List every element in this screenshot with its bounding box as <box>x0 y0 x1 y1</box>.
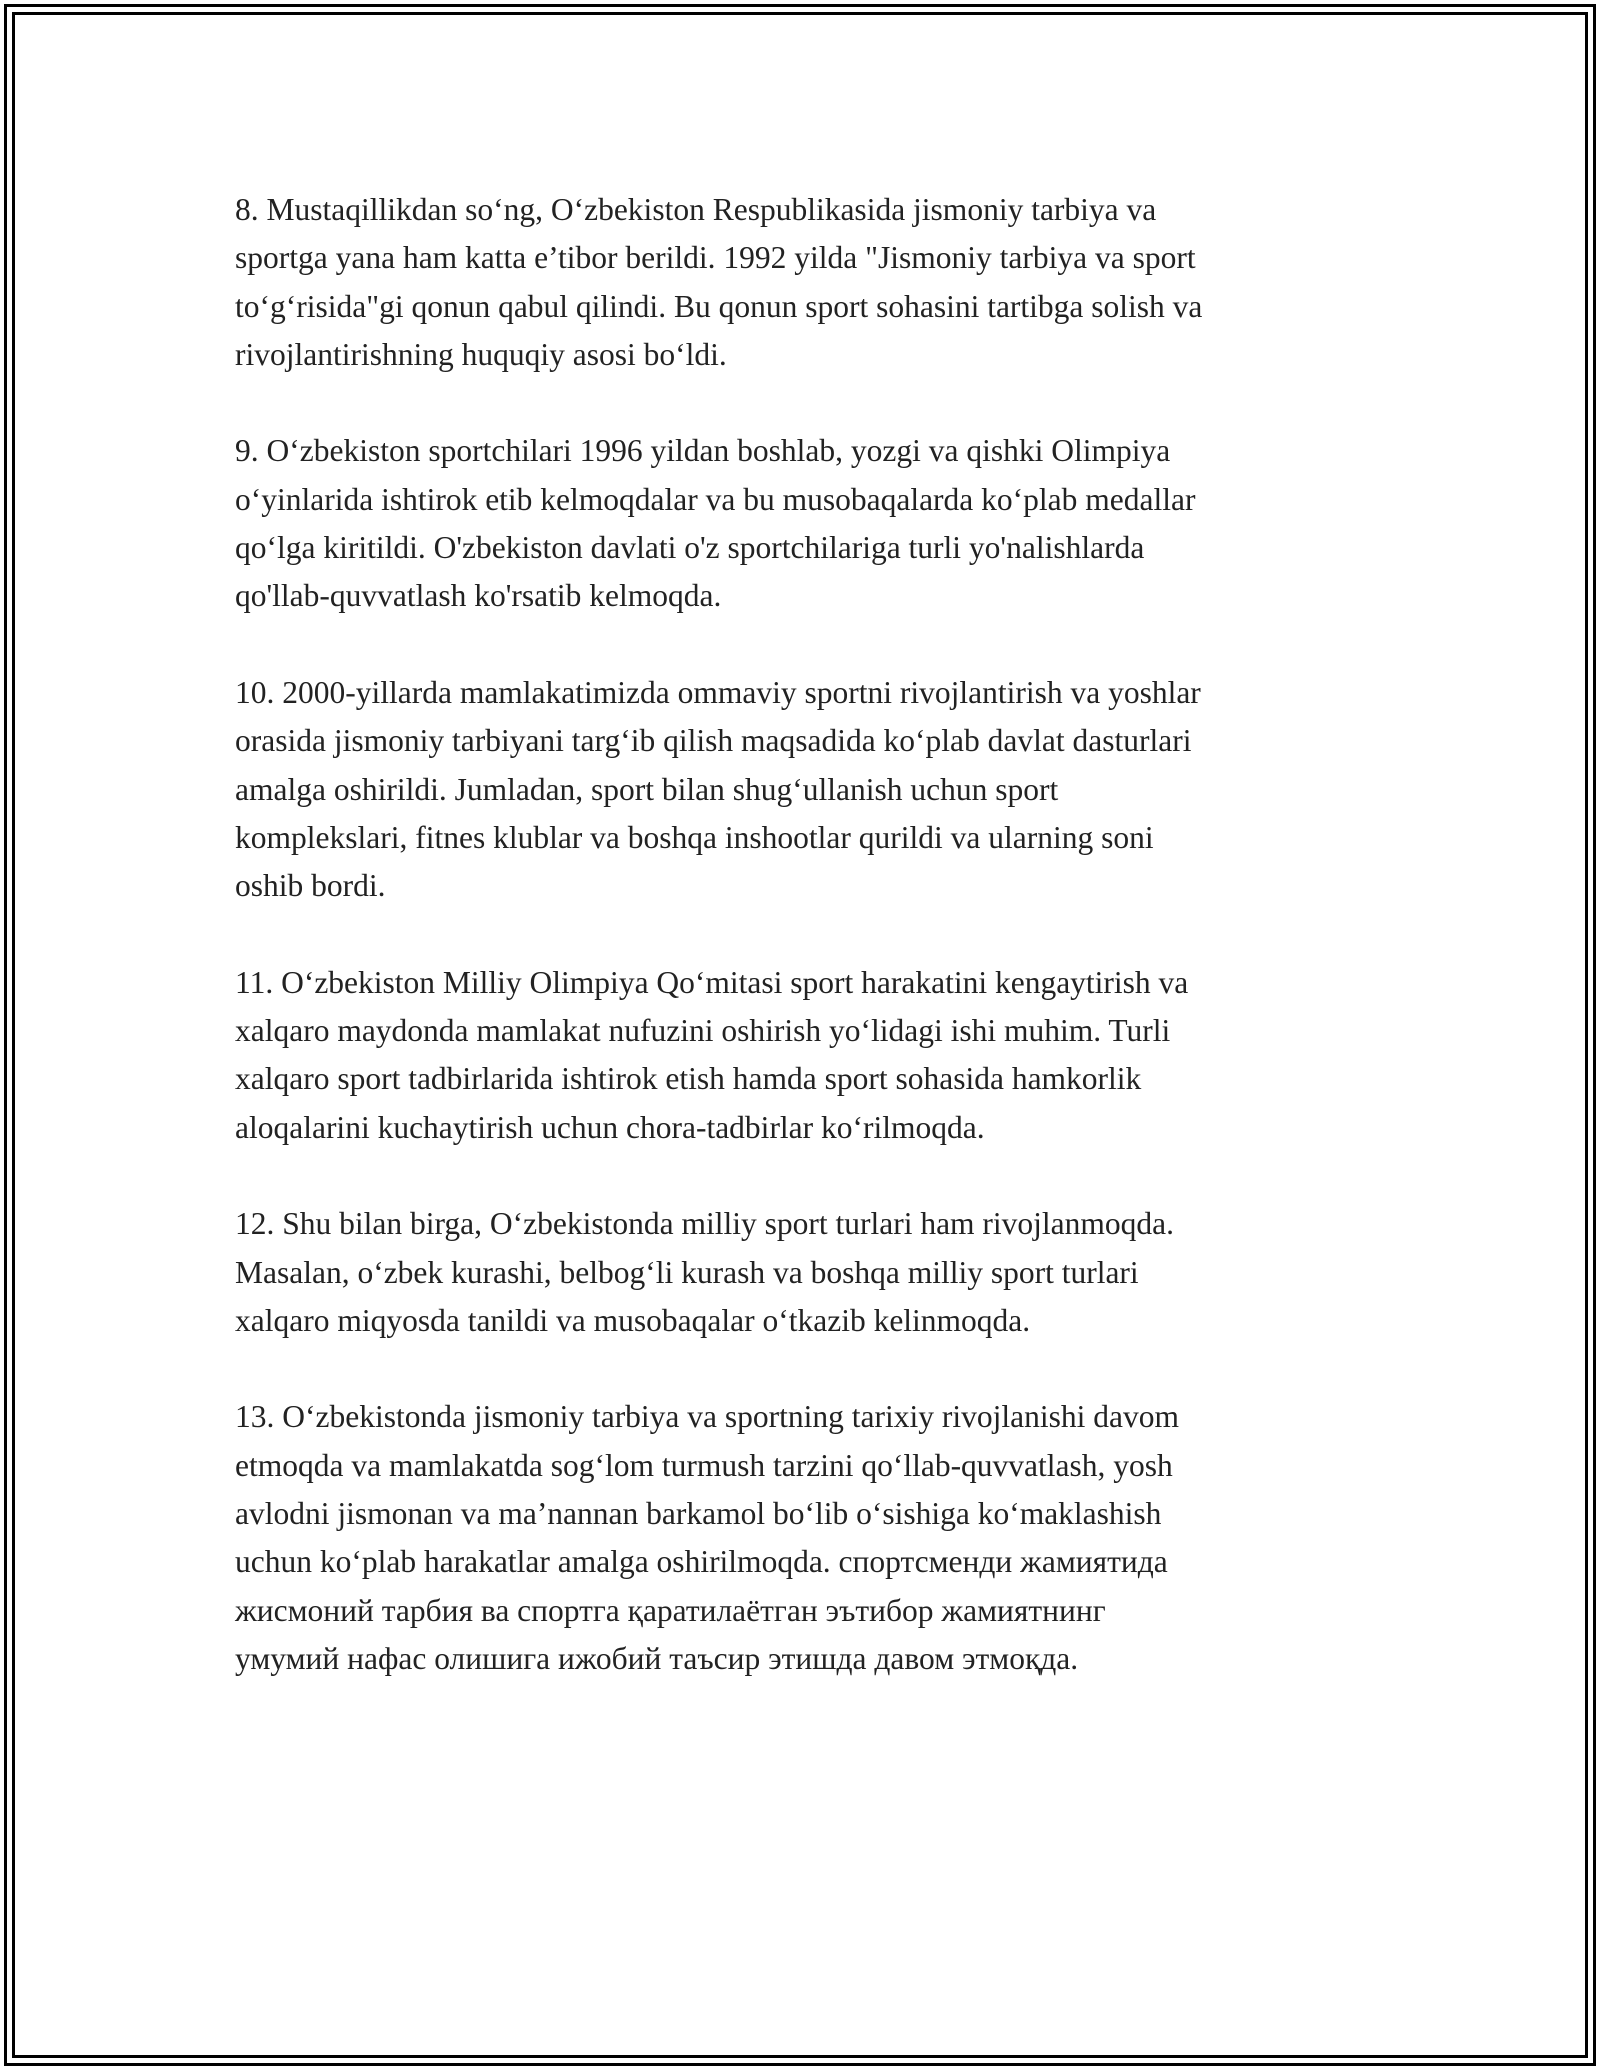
paragraph-9: 9. O‘zbekiston sportchilari 1996 yildan boshlab, yozgi va qishki Olimpiya o‘yinlarida ishtirok etib kelmoqdalar va bu musobaqalarda ko‘plab medallar qo‘lga kiritildi. O'zbekiston davlati o'z sportchilariga turli yo'nalishlarda qo'llab-quvvatlash ko'rsatib kelmoqda. <box>235 433 1196 614</box>
paragraph-12: 12. Shu bilan birga, O‘zbekistonda milliy sport turlari ham rivojlanmoqda. Masalan, o‘zbek kurashi, belbog‘li kurash va boshqa milliy sport turlari xalqaro miqyosda tanildi va musobaqalar o‘tkazib kelinmoqda. <box>235 1206 1175 1338</box>
paragraph-10: 10. 2000-yillarda mamlakatimizda ommaviy sportni rivojlantirish va yoshlar orasida jismoniy tarbiyani targ‘ib qilish maqsadida ko‘plab davlat dasturlari amalga oshirildi. Jumladan, sport bilan shug‘ullanish uchun sport komplekslari, fitnes klublar va boshqa inshootlar qurildi va ularning soni oshib bordi. <box>235 674 1201 904</box>
paragraph-13: 13. O‘zbekistonda jismoniy tarbiya va sportning tarixiy rivojlanishi davom etmoqda va mamlakatda sog‘lom turmush tarzini qo‘llab-quvvatlash, yosh avlodni jismonan va ma’nannan barkamol bo‘lib o‘sishiga ko‘maklashish uchun ko‘plab harakatlar amalga oshirilmoqda. спортсменди жамиятида жисмоний тарбия ва спортга қаратилаётган эътибор жамиятнинг умумий нафас олишига ижобий таъсир этишда давом этмоқда. <box>235 1399 1179 1676</box>
document-body <box>235 186 1385 1732</box>
paragraph-11: 11. O‘zbekiston Milliy Olimpiya Qo‘mitasi sport harakatini kengaytirish va xalqaro maydonda mamlakat nufuzini oshirish yo‘lidagi ishi muhim. Turli xalqaro sport tadbirlarida ishtirok etish hamda sport sohasida hamkorlik aloqalarini kuchaytirish uchun chora-tadbirlar ko‘rilmoqda. <box>235 964 1189 1145</box>
paragraph-8: 8. Mustaqillikdan so‘ng, O‘zbekiston Respublikasida jismoniy tarbiya va sportga yana ham katta e’tibor berildi. 1992 yilda "Jismoniy tarbiya va sport to‘g‘risida"gi qonun qabul qilindi. Bu qonun sport sohasini tartibga solish va rivojlantirishning huquqiy asosi bo‘ldi. <box>235 192 1203 372</box>
